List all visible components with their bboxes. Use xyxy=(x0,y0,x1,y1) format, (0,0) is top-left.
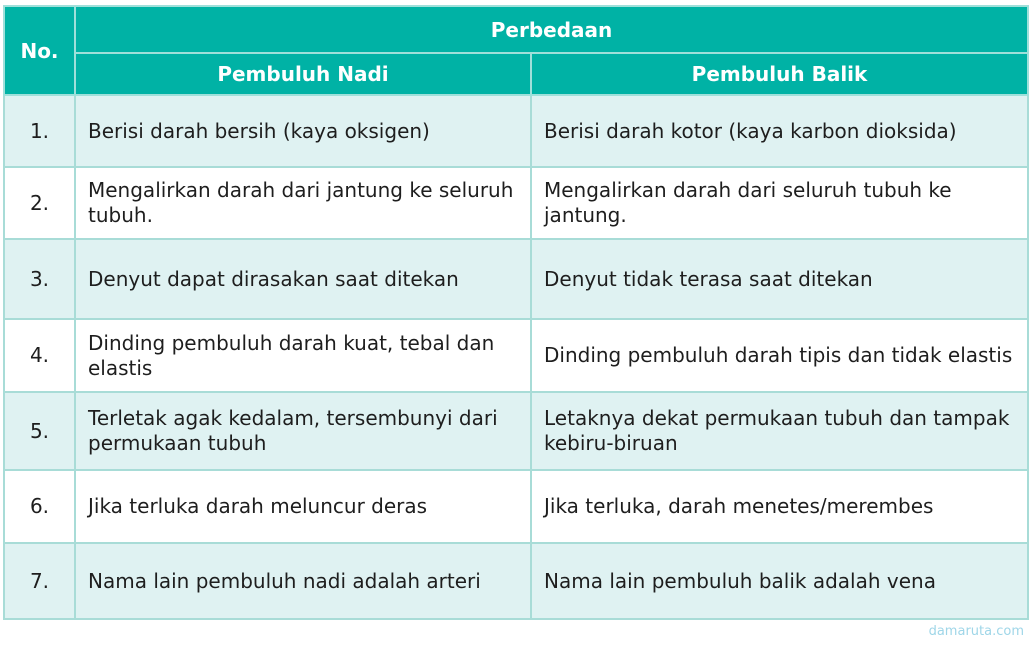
header-no: No. xyxy=(4,6,75,95)
header-pembuluh-balik: Pembuluh Balik xyxy=(531,53,1028,95)
cell-pembuluh-nadi: Dinding pembuluh darah kuat, tebal dan elastis xyxy=(75,319,531,392)
table-row xyxy=(4,239,1028,319)
cell-pembuluh-balik: Berisi darah kotor (kaya karbon dioksida) xyxy=(531,95,1028,167)
header-pembuluh-nadi: Pembuluh Nadi xyxy=(75,53,531,95)
cell-pembuluh-nadi: Denyut dapat dirasakan saat ditekan xyxy=(75,239,531,319)
comparison-table xyxy=(3,5,1029,620)
row-number: 5. xyxy=(4,392,75,470)
header-perbedaan: Perbedaan xyxy=(75,6,1028,53)
cell-pembuluh-balik: Letaknya dekat permukaan tubuh dan tampak kebiru-biruan xyxy=(531,392,1028,470)
cell-pembuluh-balik: Denyut tidak terasa saat ditekan xyxy=(531,239,1028,319)
comparison-table-container xyxy=(3,5,1027,617)
cell-pembuluh-nadi: Terletak agak kedalam, tersembunyi dari permukaan tubuh xyxy=(75,392,531,470)
row-number: 7. xyxy=(4,543,75,619)
watermark: damaruta.com xyxy=(928,624,1024,639)
table-row xyxy=(4,543,1028,619)
cell-pembuluh-nadi: Nama lain pembuluh nadi adalah arteri xyxy=(75,543,531,619)
cell-pembuluh-nadi: Berisi darah bersih (kaya oksigen) xyxy=(75,95,531,167)
row-number: 2. xyxy=(4,167,75,239)
row-number: 3. xyxy=(4,239,75,319)
row-number: 1. xyxy=(4,95,75,167)
table-row xyxy=(4,167,1028,239)
cell-pembuluh-balik: Dinding pembuluh darah tipis dan tidak elastis xyxy=(531,319,1028,392)
cell-pembuluh-balik: Nama lain pembuluh balik adalah vena xyxy=(531,543,1028,619)
cell-pembuluh-nadi: Mengalirkan darah dari jantung ke seluruh tubuh. xyxy=(75,167,531,239)
table-row xyxy=(4,319,1028,392)
cell-pembuluh-nadi: Jika terluka darah meluncur deras xyxy=(75,470,531,543)
cell-pembuluh-balik: Mengalirkan darah dari seluruh tubuh ke jantung. xyxy=(531,167,1028,239)
table-row xyxy=(4,470,1028,543)
table-row xyxy=(4,392,1028,470)
table-row xyxy=(4,95,1028,167)
row-number: 4. xyxy=(4,319,75,392)
row-number: 6. xyxy=(4,470,75,543)
cell-pembuluh-balik: Jika terluka, darah menetes/merembes xyxy=(531,470,1028,543)
